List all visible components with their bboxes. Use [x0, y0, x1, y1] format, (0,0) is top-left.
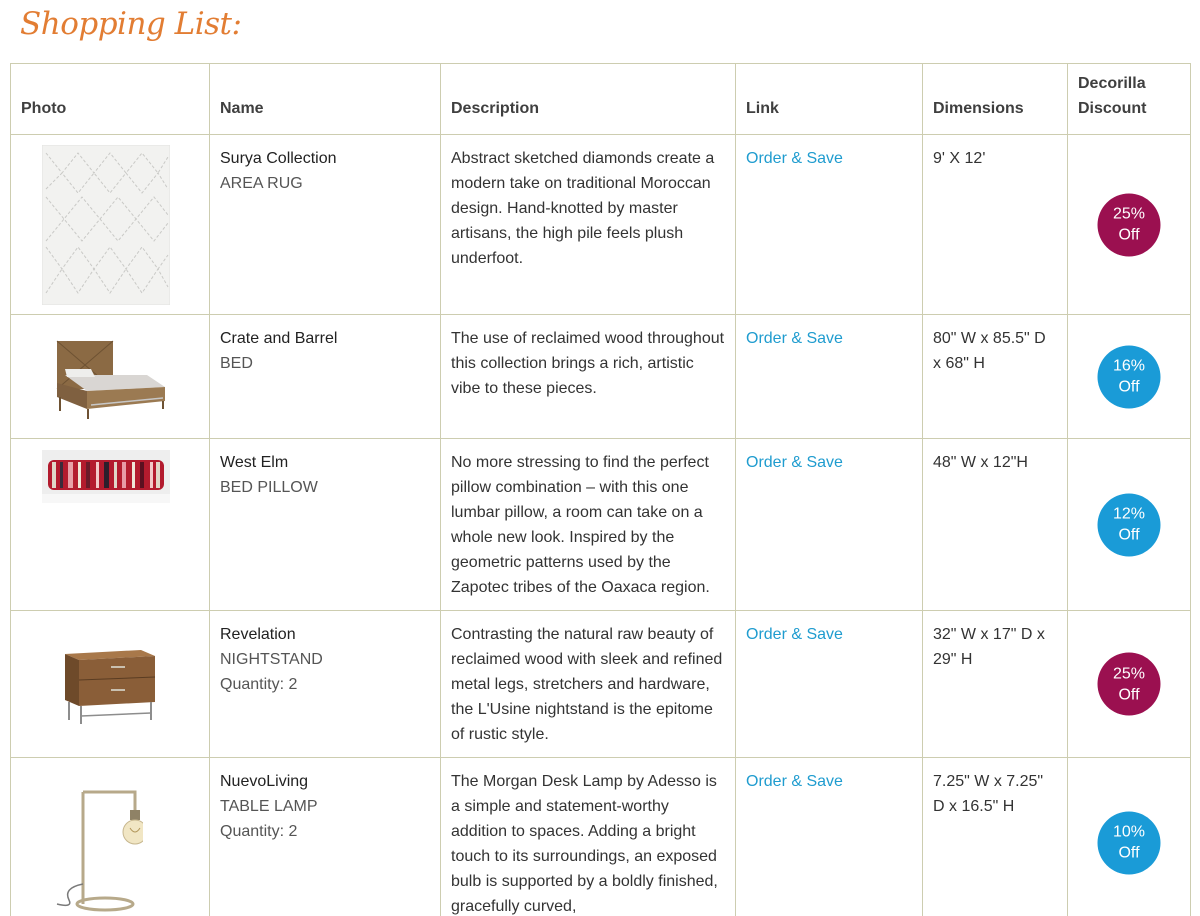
- table-row: [11, 611, 1191, 758]
- photo-cell: [11, 758, 210, 916]
- name-cell: [210, 439, 441, 611]
- order-save-link[interactable]: Order & Save: [746, 150, 843, 167]
- item-brand: Crate and Barrel: [220, 330, 338, 347]
- table-row: [11, 758, 1191, 916]
- order-save-link[interactable]: Order & Save: [746, 330, 843, 347]
- name-cell: [210, 135, 441, 315]
- order-save-link[interactable]: Order & Save: [746, 454, 843, 471]
- header-dimensions: Dimensions: [923, 64, 1068, 135]
- bed-image: [51, 335, 169, 425]
- link-cell: [736, 611, 923, 758]
- table-header-row: [11, 64, 1191, 135]
- discount-percent: 25%: [1112, 205, 1146, 223]
- item-quantity: Quantity: 2: [220, 823, 298, 840]
- item-type: TABLE LAMP: [220, 798, 318, 815]
- nightstand-image: [61, 646, 157, 726]
- link-cell: [736, 439, 923, 611]
- description-cell: The Morgan Desk Lamp by Adesso is a simple and statement-worthy addition to spaces. Adding a bright touch to its surroundings, an exposed bulb is supported by a boldly finished, gracefully curved,: [441, 758, 736, 916]
- link-cell: [736, 758, 923, 916]
- bed-pillow-image: [42, 450, 170, 503]
- name-cell: [210, 315, 441, 439]
- name-cell: [210, 758, 441, 916]
- discount-percent: 12%: [1112, 505, 1146, 523]
- item-brand: West Elm: [220, 454, 289, 471]
- page-title: Shopping List:: [20, 6, 242, 42]
- header-link: Link: [736, 64, 923, 135]
- photo-cell: [11, 315, 210, 439]
- order-save-link[interactable]: Order & Save: [746, 626, 843, 643]
- item-type: BED: [220, 355, 253, 372]
- name-cell: [210, 611, 441, 758]
- link-cell: [736, 315, 923, 439]
- discount-off: Off: [1118, 226, 1140, 244]
- dimensions-cell: 32" W x 17" D x 29" H: [923, 611, 1068, 758]
- discount-cell: [1068, 135, 1191, 315]
- table-lamp-image: [43, 784, 143, 914]
- header-discount-line2: Discount: [1078, 100, 1147, 117]
- discount-percent: 16%: [1112, 357, 1146, 375]
- header-photo: Photo: [11, 64, 210, 135]
- header-discount-line1: Decorilla: [1078, 75, 1146, 92]
- discount-percent: 25%: [1112, 665, 1146, 682]
- discount-badge: [1098, 345, 1161, 408]
- description-cell: Abstract sketched diamonds create a modern take on traditional Moroccan design. Hand-knotted by master artisans, the high pile feels plush underfoot.: [441, 135, 736, 315]
- discount-cell: [1068, 758, 1191, 916]
- discount-off: Off: [1118, 686, 1140, 703]
- area-rug-image: [42, 145, 170, 305]
- discount-badge: [1098, 493, 1161, 556]
- discount-off: Off: [1118, 378, 1140, 396]
- item-brand: Surya Collection: [220, 150, 337, 167]
- item-type: AREA RUG: [220, 175, 303, 192]
- table-row: [11, 135, 1191, 315]
- description-cell: Contrasting the natural raw beauty of reclaimed wood with sleek and refined metal legs, stretchers and hardware, the L'Usine nightstand is the epitome of rustic style.: [441, 611, 736, 758]
- link-cell: [736, 135, 923, 315]
- discount-percent: 10%: [1112, 823, 1146, 841]
- photo-cell: [11, 135, 210, 315]
- discount-cell: [1068, 315, 1191, 439]
- description-cell: No more stressing to find the perfect pillow combination – with this one lumbar pillow, a room can take on a whole new look. Inspired by the geometric patterns used by the Zapotec tribes of the Oaxaca region.: [441, 439, 736, 611]
- table-row: [11, 315, 1191, 439]
- item-type: NIGHTSTAND: [220, 651, 323, 668]
- discount-badge: [1098, 811, 1161, 874]
- photo-cell: [11, 439, 210, 611]
- dimensions-cell: 80" W x 85.5" D x 68" H: [923, 315, 1068, 439]
- description-cell: The use of reclaimed wood throughout this collection brings a rich, artistic vibe to these pieces.: [441, 315, 736, 439]
- header-description: Description: [441, 64, 736, 135]
- table-row: [11, 439, 1191, 611]
- item-quantity: Quantity: 2: [220, 676, 298, 693]
- discount-off: Off: [1118, 844, 1140, 862]
- dimensions-cell: 7.25" W x 7.25" D x 16.5" H: [923, 758, 1068, 916]
- dimensions-cell: 48" W x 12"H: [923, 439, 1068, 611]
- header-name: Name: [210, 64, 441, 135]
- item-brand: Revelation: [220, 626, 296, 643]
- discount-off: Off: [1118, 526, 1140, 544]
- discount-badge: [1098, 193, 1161, 256]
- order-save-link[interactable]: Order & Save: [746, 773, 843, 790]
- photo-cell: [11, 611, 210, 758]
- discount-cell: [1068, 611, 1191, 758]
- item-type: BED PILLOW: [220, 479, 318, 496]
- header-discount: [1068, 64, 1191, 135]
- dimensions-cell: 9' X 12': [923, 135, 1068, 315]
- discount-cell: [1068, 439, 1191, 611]
- item-brand: NuevoLiving: [220, 773, 309, 790]
- discount-badge: [1098, 653, 1161, 716]
- shopping-list-table: [10, 63, 1191, 916]
